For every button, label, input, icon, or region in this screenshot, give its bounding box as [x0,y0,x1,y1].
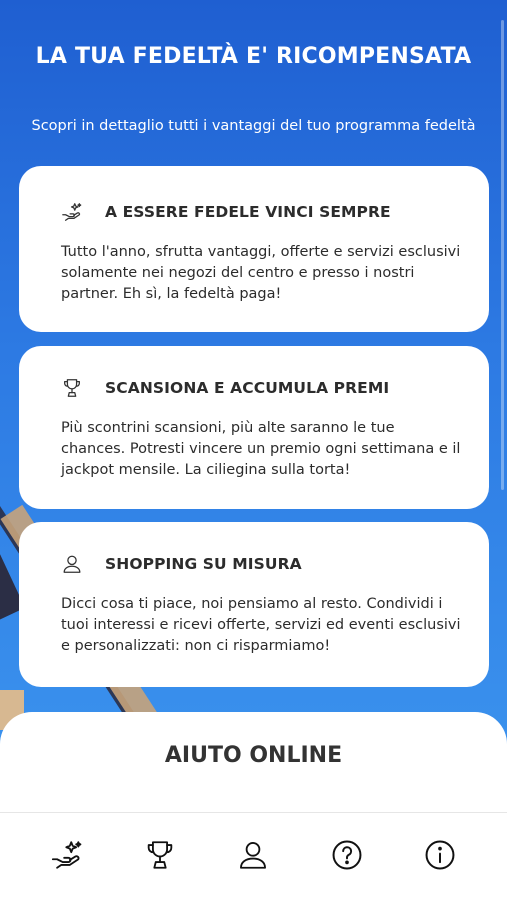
card-title: SHOPPING SU MISURA [105,555,302,573]
card-text: Dicci cosa ti piace, noi pensiamo al resto. Condividi i tuoi interessi e ricevi offerte, servizi ed eventi esclusivi e personalizzati: non ci risparmiamo! [61,596,461,654]
benefit-card-shopping [19,522,489,687]
tab-profile[interactable] [223,827,283,887]
question-icon [330,838,364,876]
scrollbar[interactable] [501,20,504,490]
tab-loyalty[interactable] [37,827,97,887]
card-text: Più scontrini scansioni, più alte saranno le tue chances. Potresti vincere un premio ogni settimana e il jackpot mensile. La ciliegina sulla torta! [61,420,461,478]
info-icon [423,838,457,876]
page-title: LA TUA FEDELTÀ E' RICOMPENSATA [35,44,472,69]
trophy-icon [61,376,91,400]
tab-help[interactable] [317,827,377,887]
user-icon [61,552,91,576]
card-title: SCANSIONA E ACCUMULA PREMI [105,379,390,397]
hand-sparkle-icon [61,200,91,224]
card-text: Tutto l'anno, sfrutta vantaggi, offerte e servizi esclusivi solamente nei negozi del centro e presso i nostri partner. Eh sì, la fedeltà paga! [61,244,461,302]
benefit-card-prizes [19,346,489,509]
card-title: A ESSERE FEDELE VINCI SEMPRE [105,203,391,221]
trophy-icon [143,838,177,876]
hand-sparkle-icon [50,838,84,876]
benefit-card-loyalty [19,166,489,332]
page-subtitle: Scopri in dettaglio tutti i vantaggi del tuo programma fedeltà [31,118,476,134]
help-title: AIUTO ONLINE [164,743,343,768]
user-icon [236,838,270,876]
tab-prizes[interactable] [130,827,190,887]
bottom-tab-bar [0,812,507,900]
tab-info[interactable] [410,827,470,887]
